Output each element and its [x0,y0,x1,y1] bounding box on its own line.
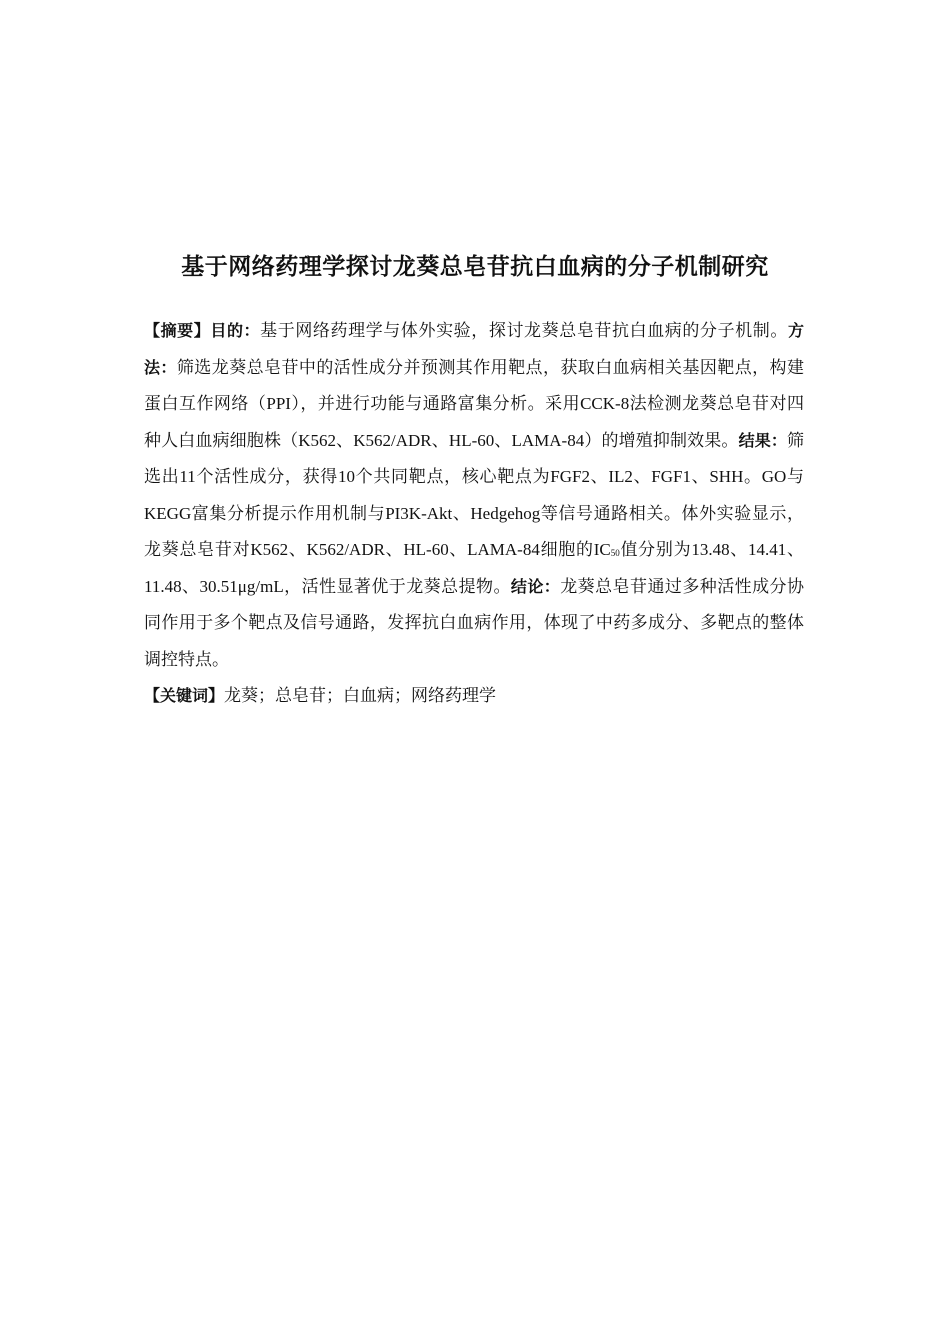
methods-text: 筛选龙葵总皂苷中的活性成分并预测其作用靶点，获取白血病相关基因靶点，构建蛋白互作网络（PPI），并进行功能与通路富集分析。采用CCK-8法检测龙葵总皂苷对四种人白血病细胞株（K562、K562/ADR、HL-60、LAMA-84）的增殖抑制效果。 [144,357,804,450]
methods-label: 方法： [144,321,804,377]
results-label: 结果： [738,430,787,450]
objective-text: 基于网络药理学与体外实验，探讨龙葵总皂苷抗白血病的分子机制。 [260,321,788,340]
objective-label: 目的： [210,321,261,340]
abstract-label: 【摘要】 [144,321,211,340]
abstract-paragraph [144,313,804,678]
results-text: 筛选出11个活性成分，获得10个共同靶点，核心靶点为FGF2、IL2、FGF1、SHH。GO与KEGG富集分析提示作用机制与PI3K-Akt、Hedgehog等信号通路相关。体外实验显示，龙葵总皂苷对K562、K562/ADR、HL-60、LAMA-84细胞的IC [144,430,804,559]
ic50-subscript: 50 [610,548,620,558]
keywords-label: 【关键词】 [144,686,225,705]
paper-title: 基于网络药理学探讨龙葵总皂苷抗白血病的分子机制研究 [181,254,769,280]
conclusion-label: 结论： [510,576,561,596]
results-text-continued: 值分别为13.48、14.41、11.48、30.51μg/mL，活性显著优于龙葵总提物。 [144,540,804,596]
keywords-paragraph [144,678,804,715]
conclusion-text: 龙葵总皂苷通过多种活性成分协同作用于多个靶点及信号通路，发挥抗白血病作用，体现了中药多成分、多靶点的整体调控特点。 [144,576,804,669]
keywords-text: 龙葵；总皂苷；白血病；网络药理学 [224,686,497,705]
abstract-section [144,313,804,715]
